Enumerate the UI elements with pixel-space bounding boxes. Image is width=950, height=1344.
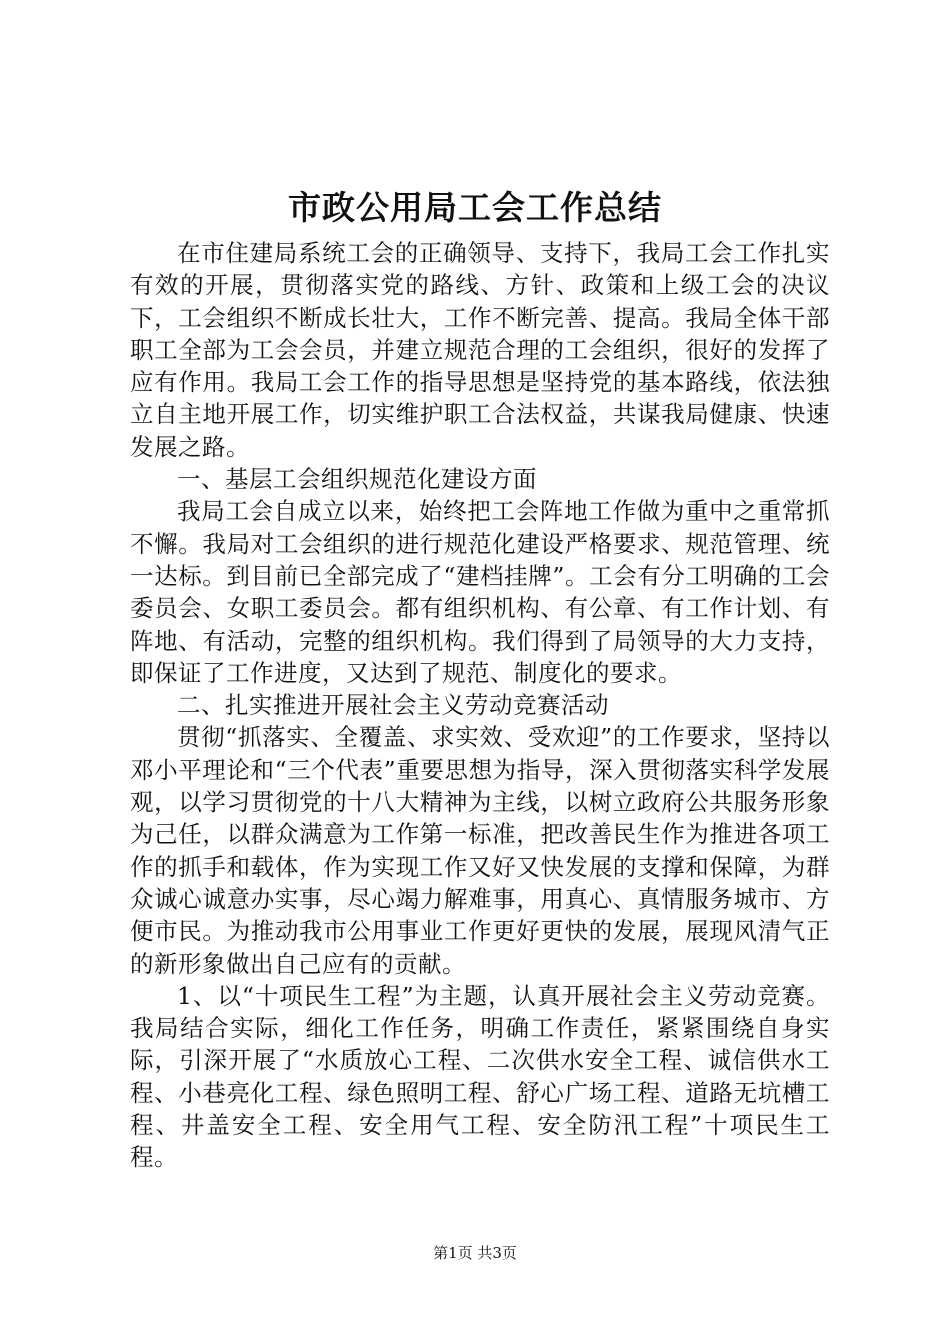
item-1-paragraph: 1、以“十项民生工程”为主题，认真开展社会主义劳动竞赛。我局结合实际，细化工作任务，明确工作责任，紧紧围绕自身实际，引深开展了“水质放心工程、二次供水安全工程、诚信供水工程、小巷亮化工程、绿色照明工程、舒心广场工程、道路无坑槽工程、井盖安全工程、安全用气工程、安全防汛工程”十项民生工程。	[130, 981, 830, 1172]
section-1-heading: 一、基层工会组织规范化建设方面	[177, 465, 537, 494]
intro-paragraph: 在市住建局系统工会的正确领导、支持下，我局工会工作扎实有效的开展，贯彻落实党的路线、方针、政策和上级工会的决议下，工会组织不断成长壮大，工作不断完善、提高。我局全体干部职工全部为工会会员，并建立规范合理的工会组织，很好的发挥了应有作用。我局工会工作的指导思想是坚持党的基本路线，依法独立自主地开展工作，切实维护职工合法权益，共谋我局健康、快速发展之路。	[130, 239, 830, 461]
section-2-heading: 二、扎实推进开展社会主义劳动竞赛活动	[177, 691, 609, 720]
document-body	[130, 237, 830, 1174]
document-title: 市政公用局工会工作总结	[288, 188, 662, 227]
section-1-paragraph: 我局工会自成立以来，始终把工会阵地工作做为重中之重常抓不懈。我局对工会组织的进行规范化建设严格要求、规范管理、统一达标。到目前已全部完成了“建档挂牌”。工会有分工明确的工会委员会、女职工委员会。都有组织机构、有公章、有工作计划、有阵地、有活动，完整的组织机构。我们得到了局领导的大力支持，即保证了工作进度，又达到了规范、制度化的要求。	[130, 497, 830, 687]
page-footer: 第1页 共3页	[433, 1244, 517, 1262]
section-2-paragraph: 贯彻“抓落实、全覆盖、求实效、受欢迎”的工作要求，坚持以邓小平理论和“三个代表”重要思想为指导，深入贯彻落实科学发展观，以学习贯彻党的十八大精神为主线，以树立政府公共服务形象为己任，以群众满意为工作第一标准，把改善民生作为推进各项工作的抓手和载体，作为实现工作又好又快发展的支撑和保障，为群众诚心诚意办实事，尽心竭力解难事，用真心、真情服务城市、方便市民。为推动我市公用事业工作更好更快的发展，展现风清气正的新形象做出自己应有的贡献。	[130, 723, 830, 978]
